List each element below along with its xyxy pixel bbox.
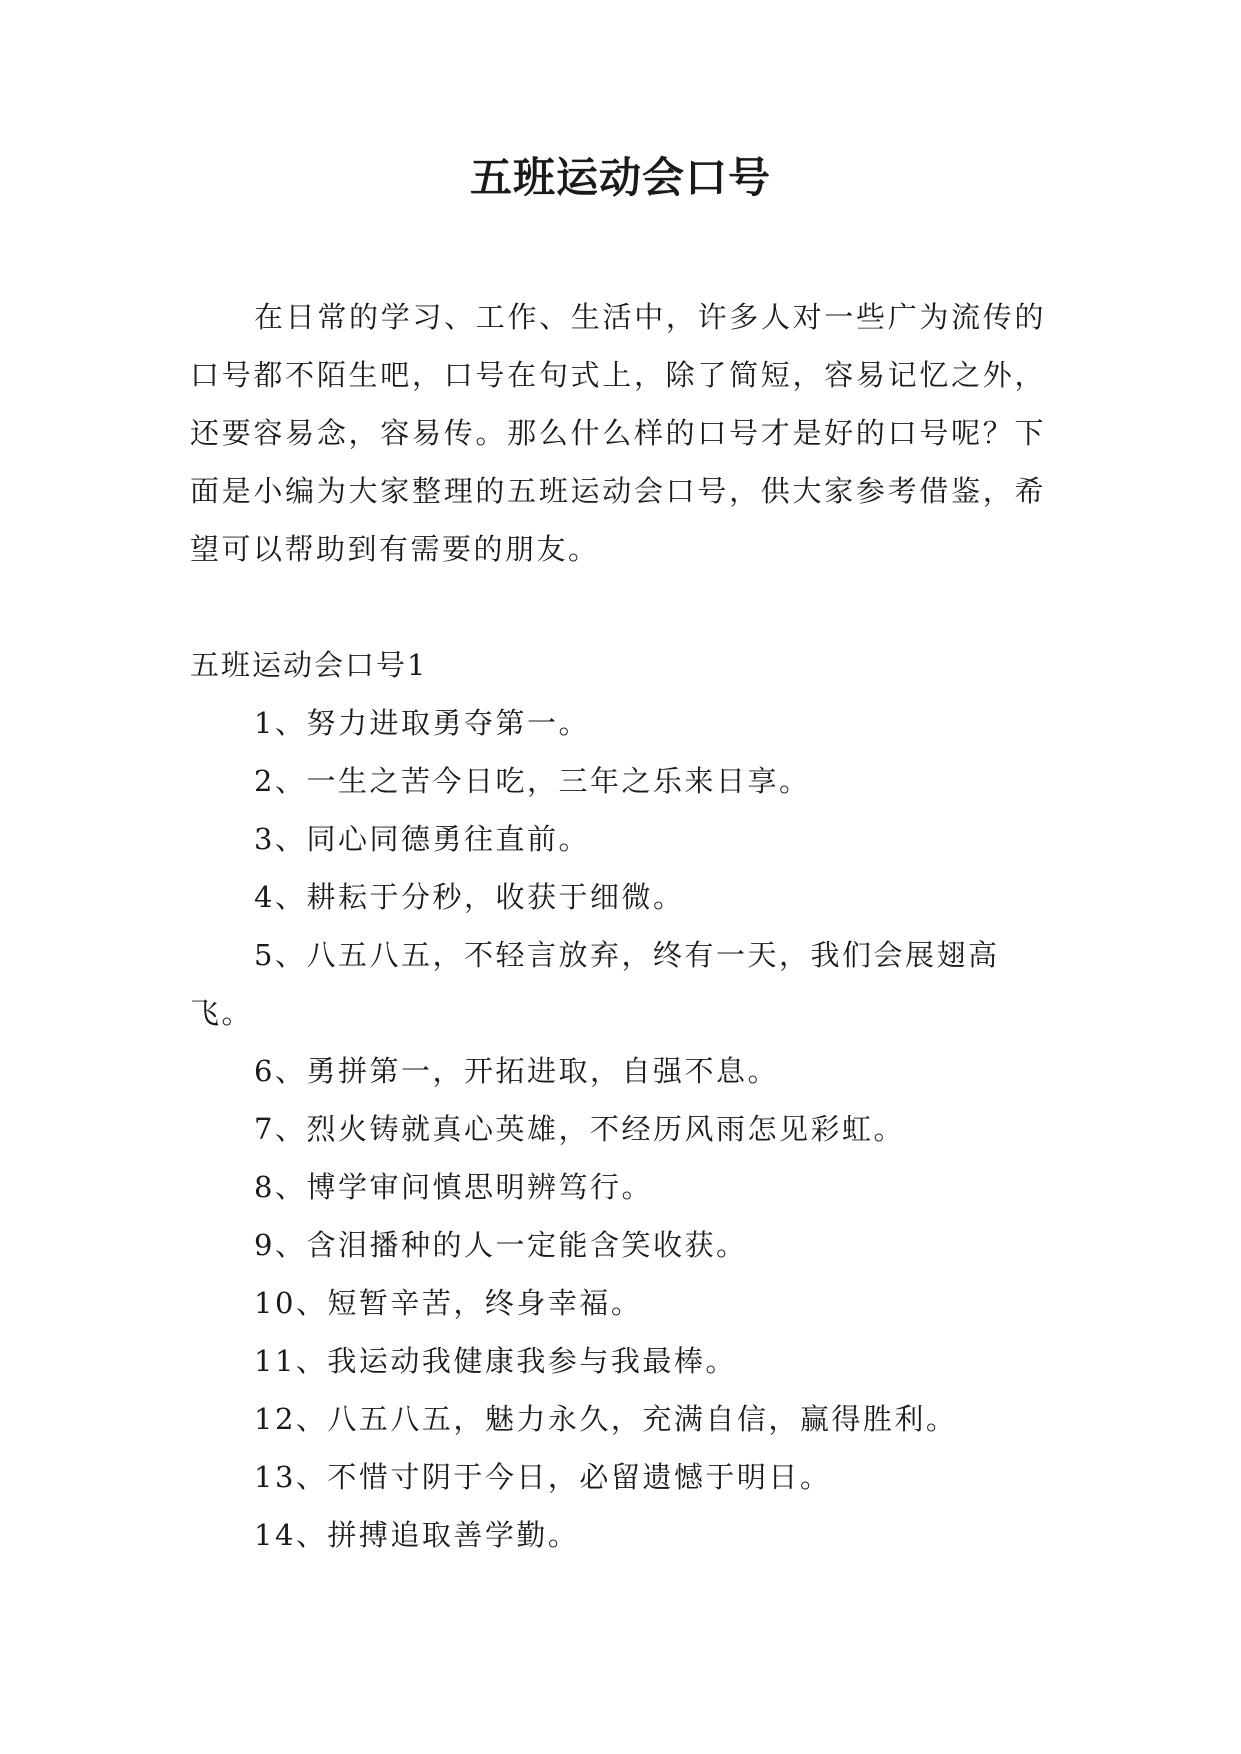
slogan-item: 9、含泪播种的人一定能含笑收获。 — [254, 1228, 748, 1262]
intro-paragraph: 在日常的学习、工作、生活中，许多人对一些广为流传的口号都不陌生吧，口号在句式上，除了简短，容易记忆之外，还要容易念，容易传。那么什么样的口号才是好的口号呢？下面是小编为大家整理的五班运动会口号，供大家参考借鉴，希望可以帮助到有需要的朋友。 — [190, 300, 1046, 566]
slogan-item: 4、耕耘于分秒，收获于细微。 — [254, 880, 685, 914]
slogan-item: 7、烈火铸就真心英雄，不经历风雨怎见彩虹。 — [254, 1112, 905, 1146]
slogan-list — [190, 694, 1046, 1564]
slogan-item: 2、一生之苦今日吃，三年之乐来日享。 — [254, 764, 811, 798]
slogan-item: 13、不惜寸阴于今日，必留遗憾于明日。 — [254, 1460, 832, 1494]
slogan-item: 5、八五八五，不轻言放弃，终有一天，我们会展翅高飞。 — [190, 938, 1000, 1030]
slogan-item: 11、我运动我健康我参与我最棒。 — [254, 1344, 737, 1378]
slogan-item: 6、勇拼第一，开拓进取，自强不息。 — [254, 1054, 779, 1088]
slogan-item: 3、同心同德勇往直前。 — [254, 822, 590, 856]
slogan-item: 14、拼搏追取善学勤。 — [254, 1518, 580, 1552]
document-title: 五班运动会口号 — [469, 153, 771, 202]
slogan-item: 8、博学审问慎思明辨笃行。 — [254, 1170, 653, 1204]
section-heading: 五班运动会口号1 — [190, 648, 428, 682]
slogan-item: 10、短暂辛苦，终身幸福。 — [254, 1286, 643, 1320]
slogan-item: 12、八五八五，魅力永久，充满自信，赢得胜利。 — [254, 1402, 958, 1436]
slogan-item: 1、努力进取勇夺第一。 — [254, 706, 590, 740]
